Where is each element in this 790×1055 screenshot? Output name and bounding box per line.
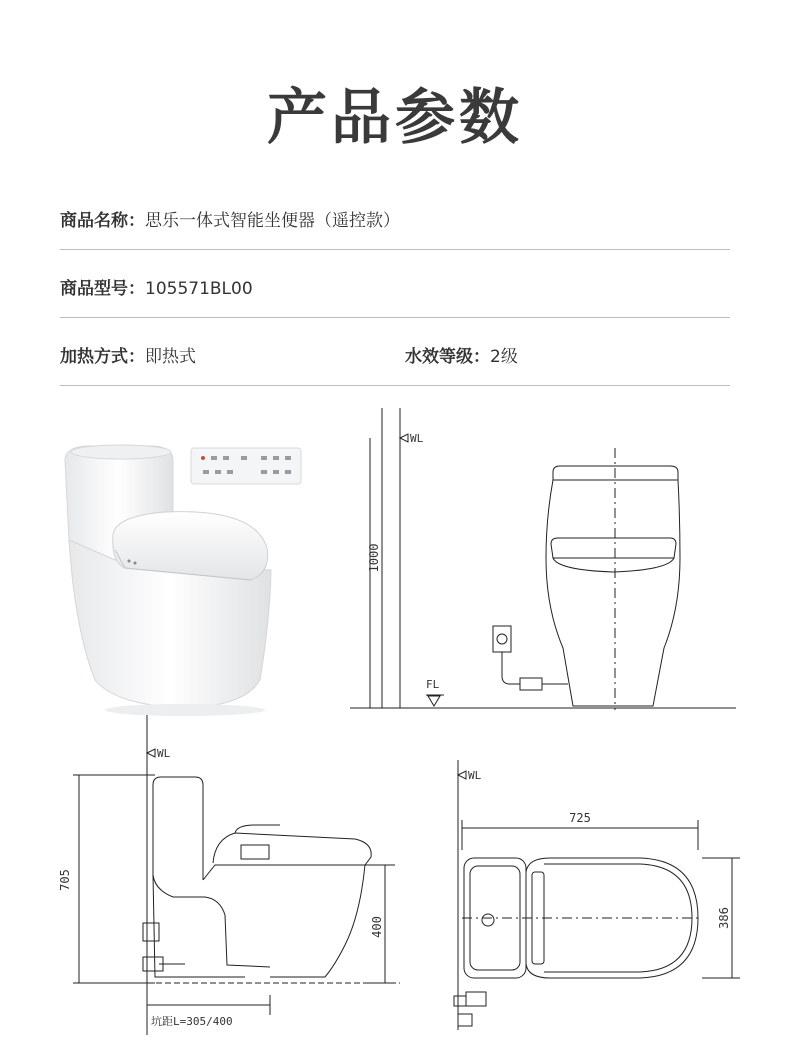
spec-value: 2级 [490, 347, 518, 367]
dimension-705: 705 [58, 869, 72, 891]
spec-label: 加热方式： [60, 347, 145, 367]
divider [60, 317, 730, 318]
wl-label-side: WL [157, 747, 171, 760]
spec-value: 即热式 [145, 347, 196, 367]
spec-value: 105571BL00 [145, 279, 253, 299]
spec-model [60, 274, 253, 299]
spec-label: 商品名称： [60, 211, 145, 231]
dimension-386: 386 [717, 907, 731, 929]
spec-row-model [60, 252, 730, 318]
dimension-400: 400 [370, 916, 384, 938]
wl-label-front: WL [410, 432, 424, 445]
rough-in-label: 坑距L=305/400 [151, 1015, 233, 1028]
wl-label-top: WL [468, 769, 482, 782]
spec-label: 水效等级： [405, 347, 490, 367]
front-view-drawing [348, 408, 738, 713]
spec-row-heating-water [60, 320, 730, 386]
fl-label: FL [426, 678, 440, 691]
spec-label: 商品型号： [60, 279, 145, 299]
spec-product-name [60, 206, 400, 231]
spec-heating [60, 342, 196, 367]
divider [60, 249, 730, 250]
top-view-drawing [440, 760, 750, 1035]
spec-row-name [60, 184, 730, 250]
dimension-725: 725 [569, 811, 591, 825]
dimension-1000: 1000 [367, 543, 381, 573]
page-title: 产品参数 [267, 83, 523, 153]
remote-control-icon [191, 448, 301, 484]
spec-value: 思乐一体式智能坐便器（遥控款） [145, 211, 400, 231]
product-photo [55, 430, 315, 720]
divider [60, 385, 730, 386]
spec-water-efficiency [405, 342, 518, 367]
side-view-drawing [55, 715, 400, 1040]
